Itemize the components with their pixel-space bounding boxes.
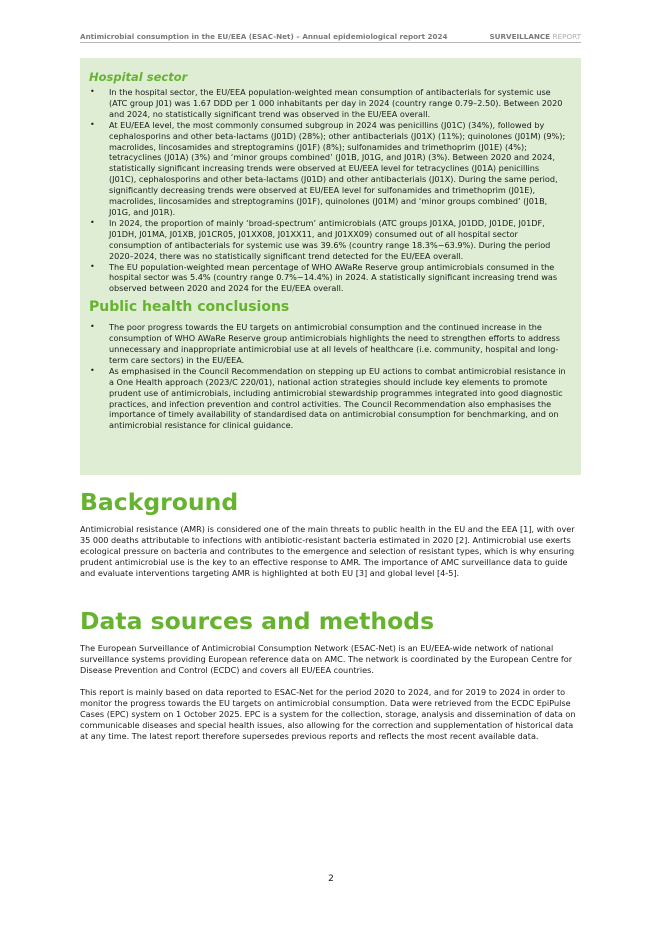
list-item-text: As emphasised in the Council Recommendation on stepping up EU actions to combat antimicrobial resistance in a One Health approach (2023/C 220/01), national action strategies should include key elements to promote prudent use of antimicrobials, including antimicrobial stewardship programmes integrated into good diagnostic practices, and infection prevention and control activities. The Council Recommendation also emphasises the importance of timely availability of standardised data on antimicrobial consumption for benchmarking, and on antimicrobial resistance for clinical guidance.: [109, 365, 566, 431]
bullet-icon: •: [90, 119, 95, 129]
list-item: [89, 262, 569, 295]
header-report-part2: REPORT: [552, 32, 581, 41]
list-item-text: In 2024, the proportion of mainly ‘broad-spectrum’ antimicrobials (ATC groups J01XA, J01DD, J01DE, J01DF, J01DH, J01MA, J01XB, J01CR05, J01XX08, J01XX11, and J01XX09) consumed out of all hospital sector consumption of antibacterials for systemic use was 39.6% (country range 18.3%−63.9%). During the period 2020–2024, there was no statistically significant trend detected for the EU/EEA overall.: [109, 217, 551, 261]
list-item: [89, 87, 569, 120]
running-header: [80, 30, 581, 43]
list-item-text: In the hospital sector, the EU/EEA population-weighted mean consumption of antibacterials for systemic use (ATC group J01) was 1.67 DDD per 1 000 inhabitants per day in 2024 (country range 0.79–2.50). Between 2020 and 2024, no statistically significant trend was observed in the EU/EEA overall.: [109, 87, 563, 119]
key-conclusions-box: [80, 58, 581, 475]
list-item-text: The poor progress towards the EU targets on antimicrobial consumption and the continued increase in the consumption of WHO AWaRe Reserve group antimicrobials highlights the need to strengthen efforts to address unnecessary and inappropriate antimicrobial use at all levels of healthcare (i.e. community, hospital and long-term care sectors) in the EU/EEA.: [109, 322, 561, 365]
header-report-label: [489, 32, 581, 41]
data-sources-paragraph-1: The European Surveillance of Antimicrobial Consumption Network (ESAC-Net) is an EU/EEA-wide network of national surveillance systems providing European reference data on AMC. The network is coordinated by the European Centre for Disease Prevention and Control (ECDC) and covers all EU/EEA countries.: [80, 643, 573, 675]
public-health-conclusions-list: [89, 322, 569, 431]
list-item: [89, 218, 569, 262]
data-sources-heading: Data sources and methods: [80, 607, 435, 635]
list-item: [89, 322, 569, 366]
list-item: [89, 366, 569, 431]
header-report-part1: SURVEILLANCE: [489, 32, 551, 41]
bullet-icon: •: [90, 87, 95, 96]
hospital-sector-list: [89, 87, 569, 294]
bullet-icon: •: [90, 261, 95, 271]
data-sources-paragraph-2: This report is mainly based on data reported to ESAC-Net for the period 2020 to 2024, and for 2019 to 2024 in order to monitor the progress towards the EU targets on antimicrobial consumption. Data were retrieved from the ECDC EpiPulse Cases (EPC) system on 1 October 2025. EPC is a system for the collection, storage, analysis and dissemination of data on communicable diseases and special health issues, also allowing for the correction and supplementation of historical data at any time. The latest report therefore supersedes previous reports and reflects the most recent available data.: [80, 687, 576, 741]
page-number: 2: [328, 874, 334, 884]
bullet-icon: •: [90, 365, 95, 375]
hospital-sector-heading: Hospital sector: [89, 70, 188, 84]
bullet-icon: •: [90, 322, 95, 332]
list-item: [89, 120, 569, 218]
background-paragraph: Antimicrobial resistance (AMR) is considered one of the main threats to public health in the EU and the EEA [1], with over 35 000 deaths attributable to infections with antibiotic-resistant bacteria estimated in 2020 [2]. Antimicrobial use exerts ecological pressure on bacteria and contributes to the emergence and selection of resistant types, which is why ensuring prudent antimicrobial use is the key to an effective response to AMR. The importance of AMC surveillance data to guide and evaluate interventions targeting AMR is highlighted at both EU [3] and global level [4-5].: [80, 524, 575, 578]
header-title: Antimicrobial consumption in the EU/EEA (ESAC-Net) – Annual epidemiological report 2024: [80, 32, 448, 41]
background-heading: Background: [80, 488, 239, 516]
list-item-text: The EU population-weighted mean percentage of WHO AWaRe Reserve group antimicrobials consumed in the hospital sector was 5.4% (country range 0.7%−14.4%) in 2024. A statistically significant increasing trend was observed between 2020 and 2024 for the EU/EEA overall.: [109, 261, 558, 294]
list-item-text: At EU/EEA level, the most commonly consumed subgroup in 2024 was penicillins (J01C) (34%), followed by cephalosporins and other beta-lactams (J01D) (28%); other antibacterials (J01X) (11%); quinolones (J01M) (9%); macrolides, lincosamides and streptogramins (J01F) (8%); sulfonamides and trimethoprim (J01E) (4%); tetracyclines (J01A) (3%) and ‘minor groups combined’ (J01B, J01G, and J01R) (3%). Between 2020 and 2024, statistically significant increasing trends were observed at EU/EEA level for tetracyclines (J01A) penicillins (J01C), cephalosporins and other beta-lactams (J01D) and other antibacterials (J01X). During the same period, significantly decreasing trends were observed at EU/EEA level for sulfonamides and trimethoprim (J01E), macrolides, lincosamides and streptogramins (J01F), quinolones (J01M) and ‘minor groups combined’ (J01B, J01G, and J01R).: [109, 119, 566, 217]
public-health-conclusions-heading: Public health conclusions: [89, 299, 290, 316]
bullet-icon: •: [90, 217, 95, 227]
